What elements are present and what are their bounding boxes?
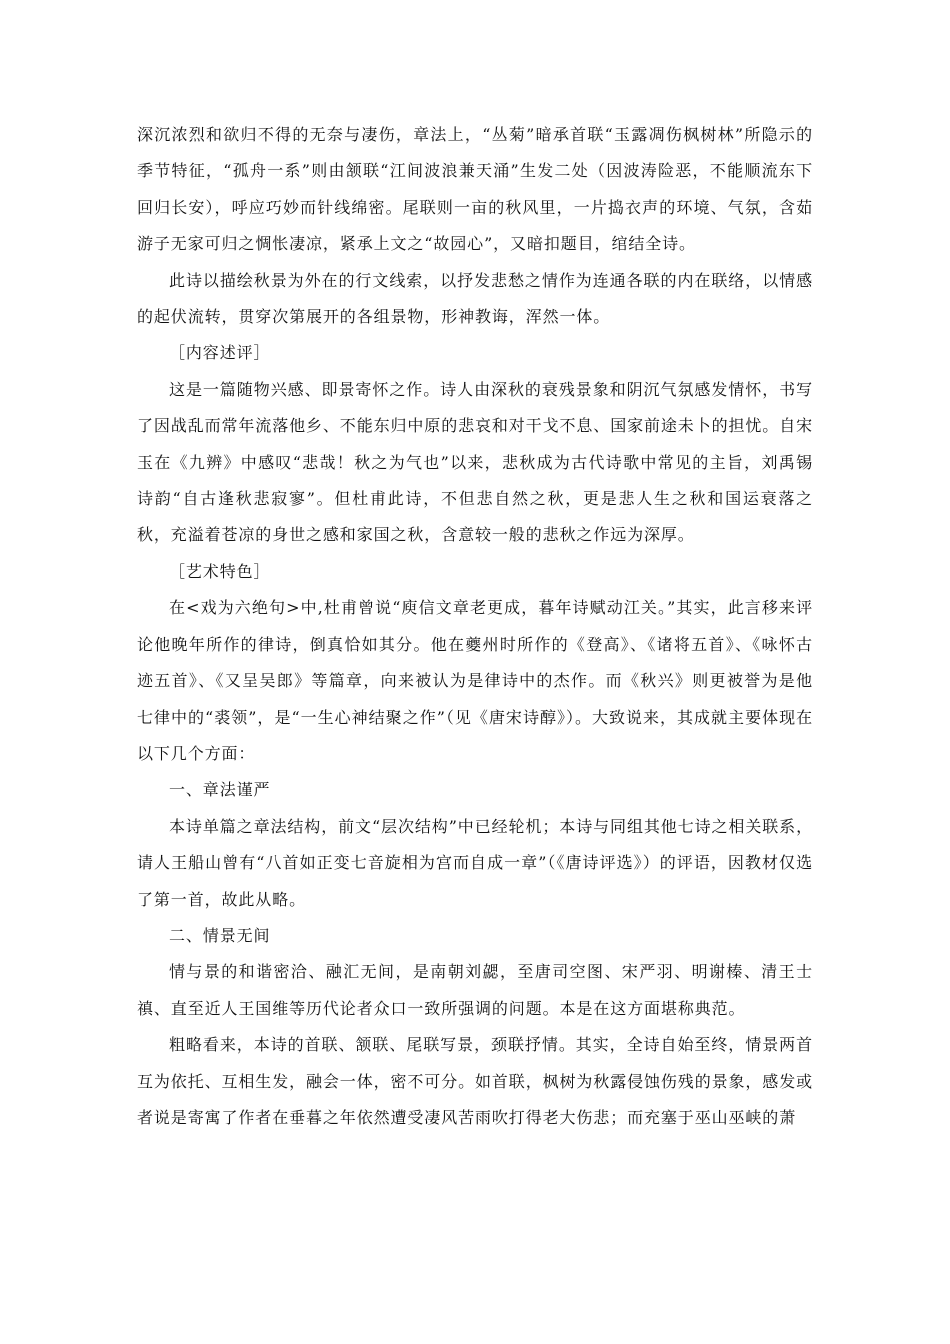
subheading-structure: 一、章法谨严 — [169, 780, 271, 800]
paragraph-continuation: 深沉浓烈和欲归不得的无奈与凄伤，章法上，“丛菊”暗承首联“玉露凋伤枫树林”所隐示的季节特征，“孤舟一系”则由颔联“江间波浪兼天涌”生发二处（因波涛险恶，不能顺流东下回归长安），呼应巧妙而针线绵密。尾联则一亩的秋风里，一片捣衣声的环境、气氛，含茹游子无家可归之惆怅凄凉，紧承上文之“故园心”，又暗扣题目，绾结全诗。 — [137, 125, 813, 254]
paragraph-content-review: 这是一篇随物兴感、即景寄怀之作。诗人由深秋的衰残景象和阴沉气氛感发情怀，书写了因战乱而常年流落他乡、不能东归中原的悲哀和对干戈不息、国家前途未卜的担忧。自宋玉在《九辨》中感叹“悲哉！秋之为气也”以来，悲秋成为古代诗歌中常见的主旨，刘禹锡诗韵“自古逢秋悲寂寥”。但杜甫此诗，不但悲自然之秋，更是悲人生之秋和国运衰落之秋，充溢着苍凉的身世之感和家国之秋，含意较一般的悲秋之作远为深厚。 — [137, 379, 814, 545]
section-heading-content-review: ［内容述评］ — [169, 343, 271, 363]
subheading-scene-emotion: 二、情景无间 — [169, 925, 271, 945]
document-body — [137, 117, 813, 1136]
paragraph-analysis: 粗略看来，本诗的首联、颔联、尾联写景，颈联抒情。其实，全诗自始至终，情景两首互为依托、互相生发，融会一体，密不可分。如首联，枫树为秋露侵蚀伤残的景象，感发或者说是寄寓了作者在垂暮之年依然遭受凄风苦雨吹打得老大伤悲；而充塞于巫山巫峡的萧 — [137, 1035, 814, 1127]
paragraph-scene-emotion: 情与景的和谐密洽、融汇无间，是南朝刘勰，至唐司空图、宋严羽、明谢榛、清王士禛、直至近人王国维等历代论者众口一致所强调的问题。本是在这方面堪称典范。 — [137, 962, 813, 1018]
section-heading-artistic-features: ［艺术特色］ — [169, 561, 271, 581]
paragraph-structure: 本诗单篇之章法结构，前文“层次结构”中已经轮机；本诗与同组其他七诗之相关联系，请人王船山曾有“八首如正变七音旋相为宫而自成一章”（《唐诗评选》）的评语，因教材仅选了第一首，故此从略。 — [137, 816, 813, 909]
paragraph-artistic-intro: 在<戏为六绝句>中,杜甫曾说“庾信文章老更成，暮年诗赋动江关。”其实，此言移来评论他晚年所作的律诗，倒真恰如其分。他在夔州时所作的《登高》、《诸将五首》、《咏怀古迹五首》、《又呈吴郎》等篇章，向来被认为是律诗中的杰作。而《秋兴》则更被誉为是他七律中的“裘领”，是“一生心神结聚之作”（见《唐宋诗醇》）。大致说来，其成就主要体现在以下几个方面： — [137, 598, 813, 763]
paragraph-summary: 此诗以描绘秋景为外在的行文线索，以抒发悲愁之情作为连通各联的内在联络，以情感的起伏流转，贯穿次第展开的各组景物，形神教诲，浑然一体。 — [137, 270, 813, 327]
